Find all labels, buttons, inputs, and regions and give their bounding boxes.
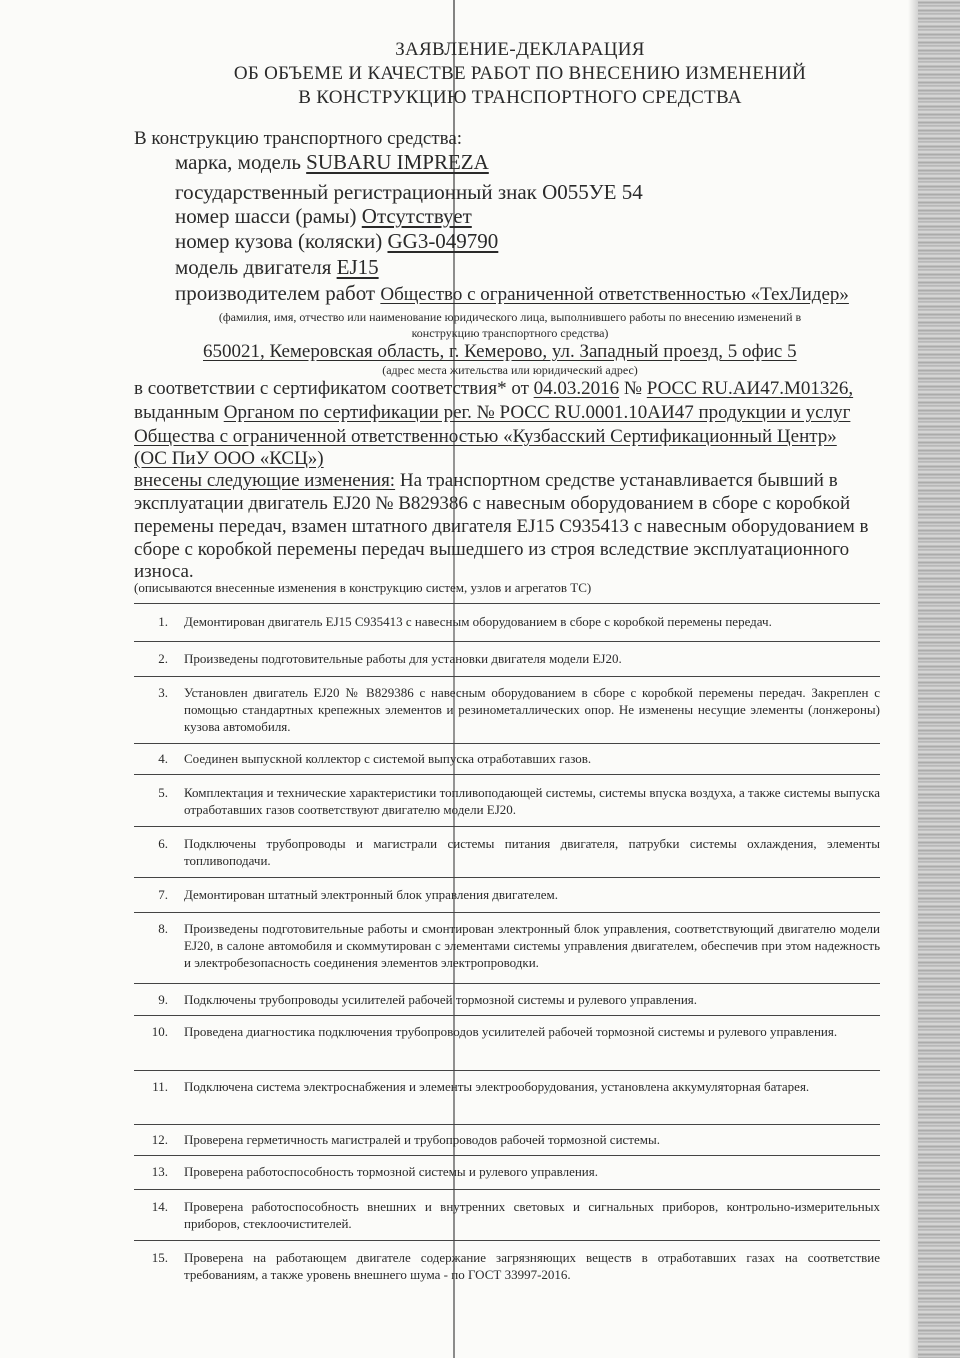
work-item-5 — [134, 784, 880, 818]
divider-line — [134, 1124, 880, 1125]
changes-note: (описываются внесенные изменения в конструкцию систем, узлов и агрегатов ТС) — [134, 580, 592, 595]
work-item-text: Произведены подготовительные работы для установки двигателя модели EJ20. — [184, 651, 622, 666]
chassis-field — [175, 204, 472, 229]
title-line-1: ЗАЯВЛЕНИЕ-ДЕКЛАРАЦИЯ — [395, 39, 645, 60]
changes-line-5: износа. — [134, 561, 194, 582]
divider-line — [134, 1240, 880, 1241]
work-item-number: 2. — [158, 651, 168, 666]
engine-model-value: EJ15 — [336, 255, 379, 279]
work-item-text: Подключены трубопроводы и магистрали системы питания двигателя, патрубки системы охлаждения, элементы топливоподачи. — [184, 836, 880, 868]
work-item-number: 7. — [158, 887, 168, 902]
divider-line — [134, 1070, 880, 1071]
work-performer-value: Общество с ограниченной ответственностью «ТехЛидер» — [380, 284, 849, 305]
work-item-8 — [134, 920, 880, 971]
work-item-number: 10. — [151, 1024, 168, 1039]
divider-line — [134, 1155, 880, 1156]
work-item-number: 1. — [158, 614, 168, 629]
work-item-text: Демонтирован двигатель EJ15 С935413 с навесным оборудованием в сборе с коробкой перемены передач. — [184, 614, 772, 629]
work-item-14 — [134, 1198, 880, 1232]
performer-hint-1: (фамилия, имя, отчество или наименование юридического лица, выполнившего работы по внесению изменений в — [218, 310, 802, 324]
certificate-number-sign: № — [619, 378, 647, 399]
work-item-number: 8. — [158, 921, 168, 936]
work-item-text: Установлен двигатель EJ20 № В829386 с навесным оборудованием в сборе с коробкой перемены передач. Закреплен с помощью стандартных крепежных элементов и резинометаллических опор. Не изменены несущие элементы (лонжероны) кузова автомобиля. — [184, 685, 880, 734]
work-item-text: Подключена система электроснабжения и элементы электрооборудования, установлена аккумуляторная батарея. — [184, 1079, 810, 1094]
certificate-line-1 — [134, 378, 853, 400]
issued-by-label: выданным — [134, 402, 224, 423]
changes-line-1-text: На транспортном средстве устанавливается бывший в — [395, 470, 838, 491]
chassis-value: Отсутствует — [361, 204, 472, 228]
work-item-text: Комплектация и технические характеристики топливоподающей системы, системы впуска воздуха, а также системы выпуска отработавших газов соответствуют двигателю модели EJ20. — [184, 785, 880, 817]
work-item-15 — [134, 1249, 880, 1283]
address-hint: (адрес места жительства или юридический адрес) — [382, 363, 638, 377]
title-line-3: В КОНСТРУКЦИЮ ТРАНСПОРТНОГО СРЕДСТВА — [298, 87, 742, 108]
certificate-line-2 — [134, 402, 850, 424]
performer-address: 650021, Кемеровская область, г. Кемерово, ул. Западный проезд, 5 офис 5 — [203, 341, 797, 362]
work-item-4 — [134, 750, 880, 767]
divider-line — [134, 983, 880, 984]
changes-label: внесены следующие изменения: — [134, 470, 396, 491]
chassis-label: номер шасси (рамы) — [175, 204, 362, 228]
divider-line — [134, 603, 880, 604]
body-number-field — [175, 229, 498, 254]
work-item-number: 12. — [151, 1132, 168, 1147]
scan-edge-shadow — [918, 0, 960, 1358]
certificate-prefix: в соответствии с сертификатом соответствия* от — [134, 378, 534, 399]
performer-hint-2: конструкцию транспортного средства) — [411, 326, 609, 340]
work-item-number: 15. — [151, 1250, 168, 1265]
work-performer-field — [175, 281, 849, 306]
work-item-1 — [134, 613, 880, 630]
work-item-number: 9. — [158, 992, 168, 1007]
changes-line-2: эксплуатации двигатель EJ20 № В829386 с навесным оборудованием в сборе с коробкой — [134, 493, 851, 514]
work-performer-label: производителем работ — [175, 281, 381, 305]
work-item-text: Проверена работоспособность тормозной системы и рулевого управления. — [184, 1164, 598, 1179]
divider-line — [134, 1015, 880, 1016]
divider-line — [134, 912, 880, 913]
work-item-7 — [134, 886, 880, 903]
vehicle-intro: В конструкцию транспортного средства: — [134, 128, 463, 149]
body-number-value: GG3-049790 — [387, 229, 499, 253]
title-line-2: ОБ ОБЪЕМЕ И КАЧЕСТВЕ РАБОТ ПО ВНЕСЕНИЮ ИЗМЕНЕНИЙ — [233, 63, 807, 84]
registration-value: О055УЕ 54 — [542, 180, 643, 204]
certificate-date: 04.03.2016 — [533, 378, 620, 399]
changes-line-4: сборе с коробкой перемены передач вышедшего из строя вследствие эксплуатационного — [134, 539, 850, 560]
work-item-3 — [134, 684, 880, 735]
issued-by-value: Органом по сертификации рег. № РОСС RU.0001.10АИ47 продукции и услуг — [223, 402, 851, 423]
work-item-text: Проверена работоспособность внешних и внутренних световых и сигнальных приборов, контрольно-измерительных приборов, стеклоочистителей. — [184, 1199, 880, 1231]
work-item-2 — [134, 650, 880, 667]
registration-field — [175, 180, 643, 205]
certificate-line-4: (ОС ПиУ ООО «КСЦ») — [134, 448, 324, 469]
divider-line — [134, 676, 880, 677]
work-item-number: 5. — [158, 785, 168, 800]
work-item-12 — [134, 1131, 880, 1148]
work-item-text: Демонтирован штатный электронный блок управления двигателем. — [184, 887, 558, 902]
engine-model-field — [175, 255, 379, 280]
divider-line — [134, 877, 880, 878]
work-item-11 — [134, 1078, 880, 1095]
work-item-text: Проведена диагностика подключения трубопроводов усилителей рабочей тормозной системы и рулевого управления. — [184, 1024, 838, 1039]
work-item-text: Произведены подготовительные работы и смонтирован электронный блок управления, соответствующий двигателю модели EJ20, в салоне автомобиля и скоммутирован с элементами системы управления двигателем, обеспечив при этом надежность и электробезопасность соединения элементов электропроводки. — [184, 921, 880, 970]
divider-line — [134, 774, 880, 775]
divider-line — [134, 743, 880, 744]
work-item-6 — [134, 835, 880, 869]
document-title — [120, 38, 920, 110]
work-item-number: 6. — [158, 836, 168, 851]
work-item-text: Проверена на работающем двигателе содержание загрязняющих веществ в отработавших газах на соответствие требованиям, а также уровень внешнего шума - по ГОСТ 33997-2016. — [184, 1250, 880, 1282]
make-model-label: марка, модель — [175, 150, 307, 174]
body-number-label: номер кузова (коляски) — [175, 229, 388, 253]
work-item-text: Подключены трубопроводы усилителей рабочей тормозной системы и рулевого управления. — [184, 992, 698, 1007]
work-item-number: 13. — [151, 1164, 168, 1179]
work-item-number: 11. — [152, 1079, 168, 1094]
divider-line — [134, 641, 880, 642]
scan-edge-gradient — [908, 0, 918, 1358]
work-item-number: 14. — [151, 1199, 168, 1214]
work-item-9 — [134, 991, 880, 1008]
work-item-text: Проверена герметичность магистралей и трубопроводов рабочей тормозной системы. — [184, 1132, 660, 1147]
work-item-text: Соединен выпускной коллектор с системой выпуска отработавших газов. — [184, 751, 592, 766]
divider-line — [134, 826, 880, 827]
divider-line — [134, 1189, 880, 1190]
registration-label: государственный регистрационный знак — [175, 180, 543, 204]
make-model-field — [175, 150, 489, 175]
work-item-number: 4. — [158, 751, 168, 766]
work-item-number: 3. — [158, 685, 168, 700]
changes-line-3: перемены передач, взамен штатного двигателя EJ15 С935413 с навесным оборудованием в — [134, 516, 869, 537]
changes-line-1 — [134, 470, 838, 492]
certificate-line-3: Общества с ограниченной ответственностью «Кузбасский Сертификационный Центр» — [134, 426, 837, 447]
work-item-10 — [134, 1023, 880, 1040]
engine-model-label: модель двигателя — [175, 255, 337, 279]
work-item-13 — [134, 1163, 880, 1180]
certificate-number: РОСС RU.АИ47.М01326, — [646, 378, 854, 399]
make-model-value: SUBARU IMPREZA — [306, 150, 489, 174]
